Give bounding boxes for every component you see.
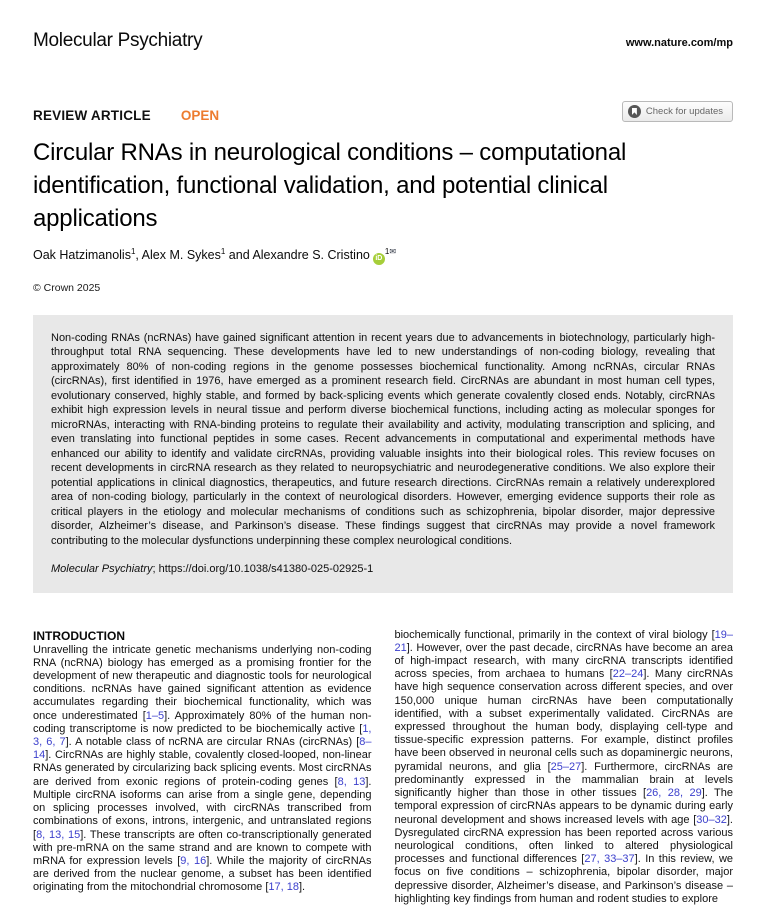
left-column <box>33 629 372 906</box>
reference-link[interactable]: 30–32 <box>696 813 727 826</box>
author-name-2: Alex M. Sykes <box>141 248 221 263</box>
citation-line <box>51 562 715 577</box>
journal-url-link[interactable]: www.nature.com/mp <box>625 37 733 49</box>
reference-link[interactable]: 26, 28, 29 <box>646 787 702 800</box>
reference-link[interactable]: 8, 13 <box>337 775 366 788</box>
masthead <box>33 30 733 52</box>
reference-link[interactable]: 19–21 <box>394 628 733 654</box>
citation-doi-link[interactable]: ; https://doi.org/10.1038/s41380-025-02925-1 <box>152 563 374 576</box>
citation-journal: Molecular Psychiatry <box>51 563 153 576</box>
reference-link[interactable]: 22–24 <box>612 668 644 681</box>
crossmark-icon <box>628 105 641 118</box>
reference-link[interactable]: 8–14 <box>33 736 372 762</box>
journal-name: Molecular Psychiatry <box>33 30 203 51</box>
check-for-updates-button[interactable] <box>622 101 733 122</box>
author-3-affiliation: 1 <box>384 247 390 256</box>
intro-paragraph-left: Unravelling the intricate genetic mechanisms underlying non-coding RNA (ncRNA) biology has emerged as a promising frontier for the development of new therapeutic and diagnostic tools for neurological conditions. ncRNAs have gained significant attention as evidence accumulates regarding their biochemical functionality, which was once underestimated [1–5]. Approximately 80% of the human non-coding transcriptome is now predicted to be biochemically active [1, 3, 6, 7]. A notable class of ncRNA are circular RNAs (circRNAs) [8–14]. CircRNAs are highly stable, covalently closed-looped, non-linear RNAs generated by circularizing back splicing events. Most circRNAs are derived from exonic regions of protein-coding genes [8, 13]. Multiple circRNA isoforms can arise from a single gene, depending on splicing processes involved, with circRNAs transcribed from combinations of exons, introns, intergenic, and untranslated regions [8, 13, 15]. These transcripts are often co-transcriptionally generated with pre-mRNA on the same strand and are known to compete with mRNA for expression levels [9, 16]. While the majority of circRNAs are derived from the nuclear genome, a subset has been identified originating from the mitochondrial chromosome [17, 18]. <box>33 643 372 894</box>
reference-link[interactable]: 17, 18 <box>268 881 299 894</box>
author-name-3: Alexandre S. Cristino <box>252 248 370 263</box>
article-body <box>33 629 733 906</box>
article-title: Circular RNAs in neurological conditions – computational identification, functional validation, and potential clinical applications <box>33 139 627 232</box>
reference-link[interactable]: 9, 16 <box>180 854 207 867</box>
article-type-label: REVIEW ARTICLE <box>33 107 151 123</box>
email-icon[interactable]: ✉ <box>389 247 397 256</box>
right-column <box>395 629 734 906</box>
reference-link[interactable]: 1–5 <box>145 709 165 722</box>
bookmark-icon <box>632 108 637 115</box>
reference-link[interactable]: 27, 33–37 <box>584 853 635 866</box>
abstract-text: Non-coding RNAs (ncRNAs) have gained significant attention in recent years due to advancements in biotechnology, particularly high-throughput total RNA sequencing. These developments have led to new understandings of non-coding biology, revealing that approximately 80% of non-coding regions in the genome possesses biochemical functionality. Among ncRNAs, circular RNAs (circRNAs), first identified in 1976, have emerged as a prominent research field. CircRNAs are abundant in most human cell types, evolutionary conserved, highly stable, and formed by back-splicing events which generate covalently closed ends. Notably, circRNAs exhibit high expression levels in neural tissue and perform diverse biochemical functions, including acting as molecular sponges for microRNAs, interacting with RNA-binding proteins to regulate their availability and activity, modulating transcription and splicing, and even translating into functional peptides in some cases. Recent advancements in computational and experimental methods have enhanced our ability to identify and validate circRNAs, providing valuable insights into their biological roles. This review focuses on recent developments in circRNA research as they related to neuropsychiatric and neurodegenerative conditions. We also explore their potential applications in clinical diagnostics, therapeutics, and future research directions. CircRNAs remain a relatively underexplored area of non-coding biology, particularly in the context of neurological disorders. However, emerging evidence supports their role as critical players in the etiology and molecular mechanisms of conditions such as schizophrenia, bipolar disorder, major depressive disorder, Alzheimer’s disease, and Parkinson’s disease. These findings suggest that circRNAs may provide a novel framework contributing to the molecular dysfunctions underpinning these complex neurological conditions. <box>51 331 715 547</box>
author-name-1: Oak Hatzimanolis <box>33 248 131 263</box>
intro-paragraph-right: biochemically functional, primarily in the context of viral biology [19–21]. However, over the past decade, circRNAs have become an area of high-impact research, with many circRNA transcripts identified across species, from archaea to humans [22–24]. Many circRNAs have high sequence conservation across different species, and over 150,000 unique human circRNAs have been computationally identified, with a subset experimentally validated. CircRNAs are expressed throughout the human body, displaying cell-type and tissue-specific expression patterns. For example, distinct profiles have been observed in neuronal cells such as dopaminergic neurons, pyramidal neurons, and glia [25–27]. Furthermore, circRNAs are predominantly expressed in the mammalian brain at levels significantly higher than those in other tissues [26, 28, 29]. The temporal expression of circRNAs appears to be dynamic during early neuronal development and shows increased levels with age [30–32]. Dysregulated circRNA expression has been reported across various neurological conditions, often linked to altered physiological processes and functional differences [27, 33–37]. In this review, we focus on five conditions – schizophrenia, bipolar disorder, major depressive disorder, Alzheimer’s disease, and Parkinson’s disease – highlighting key findings from human and rodent studies to explore <box>394 628 734 905</box>
abstract-box <box>33 315 733 593</box>
check-for-updates-label: Check for updates <box>645 106 723 117</box>
reference-link[interactable]: 8, 13, 15 <box>36 828 81 841</box>
reference-link[interactable]: 25–27 <box>550 760 582 773</box>
author-1-affiliation: 1 <box>130 247 136 256</box>
reference-link[interactable]: 1, 3, 6, 7 <box>33 722 372 749</box>
author-separator-1: , <box>135 248 142 263</box>
author-separator-2: and <box>225 248 253 263</box>
article-labels-row <box>33 104 733 126</box>
section-heading-introduction: INTRODUCTION <box>33 628 125 643</box>
open-access-label: OPEN <box>180 107 220 123</box>
author-list <box>33 247 733 265</box>
author-2-affiliation: 1 <box>220 247 226 256</box>
copyright-notice: © Crown 2025 <box>33 281 101 294</box>
orcid-icon[interactable]: iD <box>373 253 385 265</box>
